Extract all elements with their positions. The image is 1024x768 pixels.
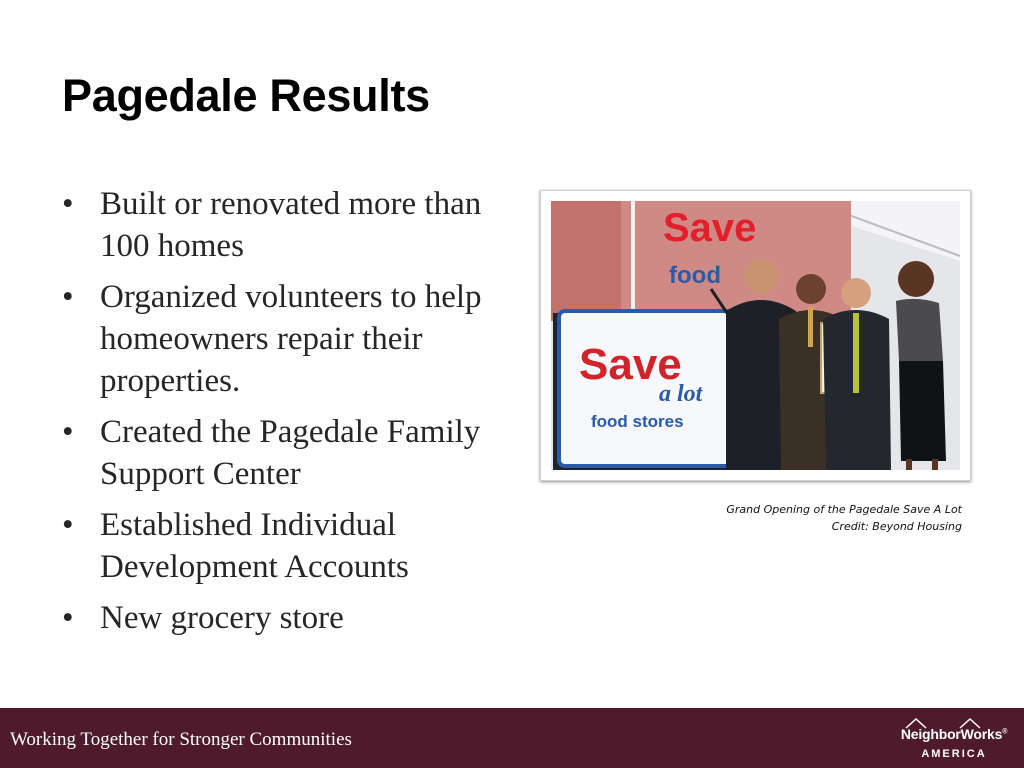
bullet-item — [62, 504, 502, 588]
logo-brand: NeighborWorks — [900, 726, 1003, 742]
photo-illustration — [551, 201, 960, 470]
slide-title: Pagedale Results — [62, 70, 430, 121]
caption-line-1: Grand Opening of the Pagedale Save A Lot — [726, 503, 962, 516]
neighborworks-logo — [900, 714, 1010, 764]
podium-sign-save: Save — [579, 340, 682, 389]
bullet-glyph: • — [62, 186, 74, 222]
bullet-glyph: • — [62, 507, 74, 543]
podium-sign-alot: a lot — [659, 381, 703, 407]
photo-caption — [726, 501, 962, 535]
photo-frame — [540, 190, 971, 481]
building-sign-save: Save — [663, 206, 757, 250]
building-sign-food: food — [669, 262, 721, 289]
bullet-glyph: • — [62, 414, 74, 450]
bullet-text: Organized volunteers to help homeowners repair their properties. — [100, 279, 482, 399]
bullet-item — [62, 597, 502, 639]
footer-bar — [0, 708, 1024, 768]
footer-tagline: Working Together for Stronger Communities — [10, 729, 352, 750]
bullet-text: Established Individual Development Accounts — [100, 507, 409, 585]
bullet-text: Created the Pagedale Family Support Center — [100, 414, 481, 492]
logo-brand-text — [900, 726, 1008, 742]
grand-opening-photo — [551, 201, 960, 470]
bullet-text: Built or renovated more than 100 homes — [100, 186, 482, 264]
bullet-item — [62, 276, 502, 402]
bullet-glyph: • — [62, 600, 74, 636]
bullet-item — [62, 183, 502, 267]
bullet-item — [62, 411, 502, 495]
bullet-list — [62, 183, 502, 648]
caption-line-2: Credit: Beyond Housing — [831, 520, 962, 533]
registered-mark: ® — [1002, 728, 1008, 736]
podium-sign-food-stores: food stores — [591, 412, 684, 431]
bullet-glyph: • — [62, 279, 74, 315]
logo-subtext: AMERICA — [921, 748, 987, 760]
bullet-text: New grocery store — [100, 600, 344, 636]
